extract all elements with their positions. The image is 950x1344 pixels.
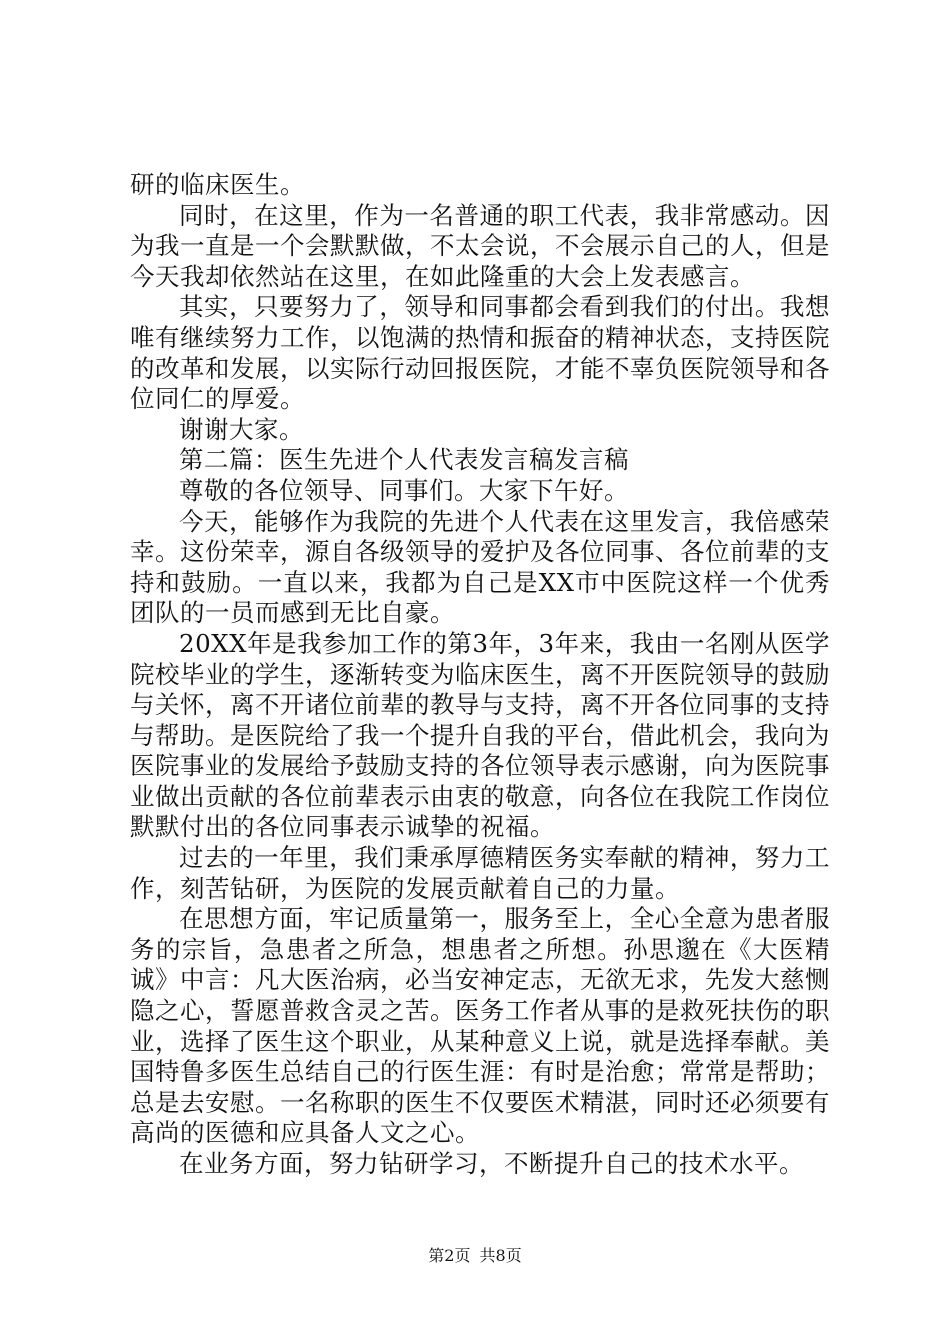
- page-total: 共8页: [479, 1246, 522, 1265]
- salutation: 尊敬的各位领导、同事们。大家下午好。: [179, 475, 629, 505]
- paragraph-7: 今天，能够作为我院的先进个人代表在这里发言，我倍感荣幸。这份荣幸，源自各级领导的爱护及各位同事、各位前辈的支持和鼓励。一直以来，我都为自己是XX市中医院这样一个优秀团队的一员而感到无比自豪。: [130, 506, 830, 628]
- section-heading: 第二篇：医生先进个人代表发言稿发言稿: [179, 445, 629, 475]
- page-number: 第2页: [428, 1246, 471, 1265]
- paragraph-9: 过去的一年里，我们秉承厚德精医务实奉献的精神，努力工作，刻苦钻研，为医院的发展贡献着自己的力量。: [130, 843, 830, 903]
- document-body: [130, 170, 830, 1180]
- page-footer: [0, 1243, 950, 1266]
- paragraph-4: 谢谢大家。: [179, 414, 304, 444]
- paragraph-8: 20XX年是我参加工作的第3年，3年来，我由一名刚从医学院校毕业的学生，逐渐转变为临床医生，离不开医院领导的鼓励与关怀，离不开诸位前辈的教导与支持，离不开各位同事的支持与帮助。是医院给了我一个提升自我的平台，借此机会，我向为医院事业的发展给予鼓励支持的各位领导表示感谢，向为医院事业做出贡献的各位前辈表示由衷的敬意，向各位在我院工作岗位默默付出的各位同事表示诚挚的祝福。: [130, 628, 830, 842]
- paragraph-2: 同时，在这里，作为一名普通的职工代表，我非常感动。因为我一直是一个会默默做，不太会说，不会展示自己的人，但是今天我却依然站在这里，在如此隆重的大会上发表感言。: [130, 200, 830, 291]
- paragraph-3: 其实，只要努力了，领导和同事都会看到我们的付出。我想唯有继续努力工作，以饱满的热情和振奋的精神状态，支持医院的改革和发展，以实际行动回报医院，才能不辜负医院领导和各位同仁的厚爱。: [130, 292, 830, 414]
- paragraph-11: 在业务方面，努力钻研学习，不断提升自己的技术水平。: [179, 1149, 804, 1178]
- paragraph-1: 研的临床医生。: [130, 170, 305, 199]
- paragraph-10: 在思想方面，牢记质量第一，服务至上，全心全意为患者服务的宗旨，急患者之所急，想患者之所想。孙思邈在《大医精诚》中言：凡大医治病，必当安神定志，无欲无求，先发大慈恻隐之心，誓愿普救含灵之苦。医务工作者从事的是救死扶伤的职业，选择了医生这个职业，从某种意义上说，就是选择奉献。美国特鲁多医生总结自己的行医生涯：有时是治愈；常常是帮助；总是去安慰。一名称职的医生不仅要医术精湛，同时还必须要有高尚的医德和应具备人文之心。: [130, 904, 830, 1148]
